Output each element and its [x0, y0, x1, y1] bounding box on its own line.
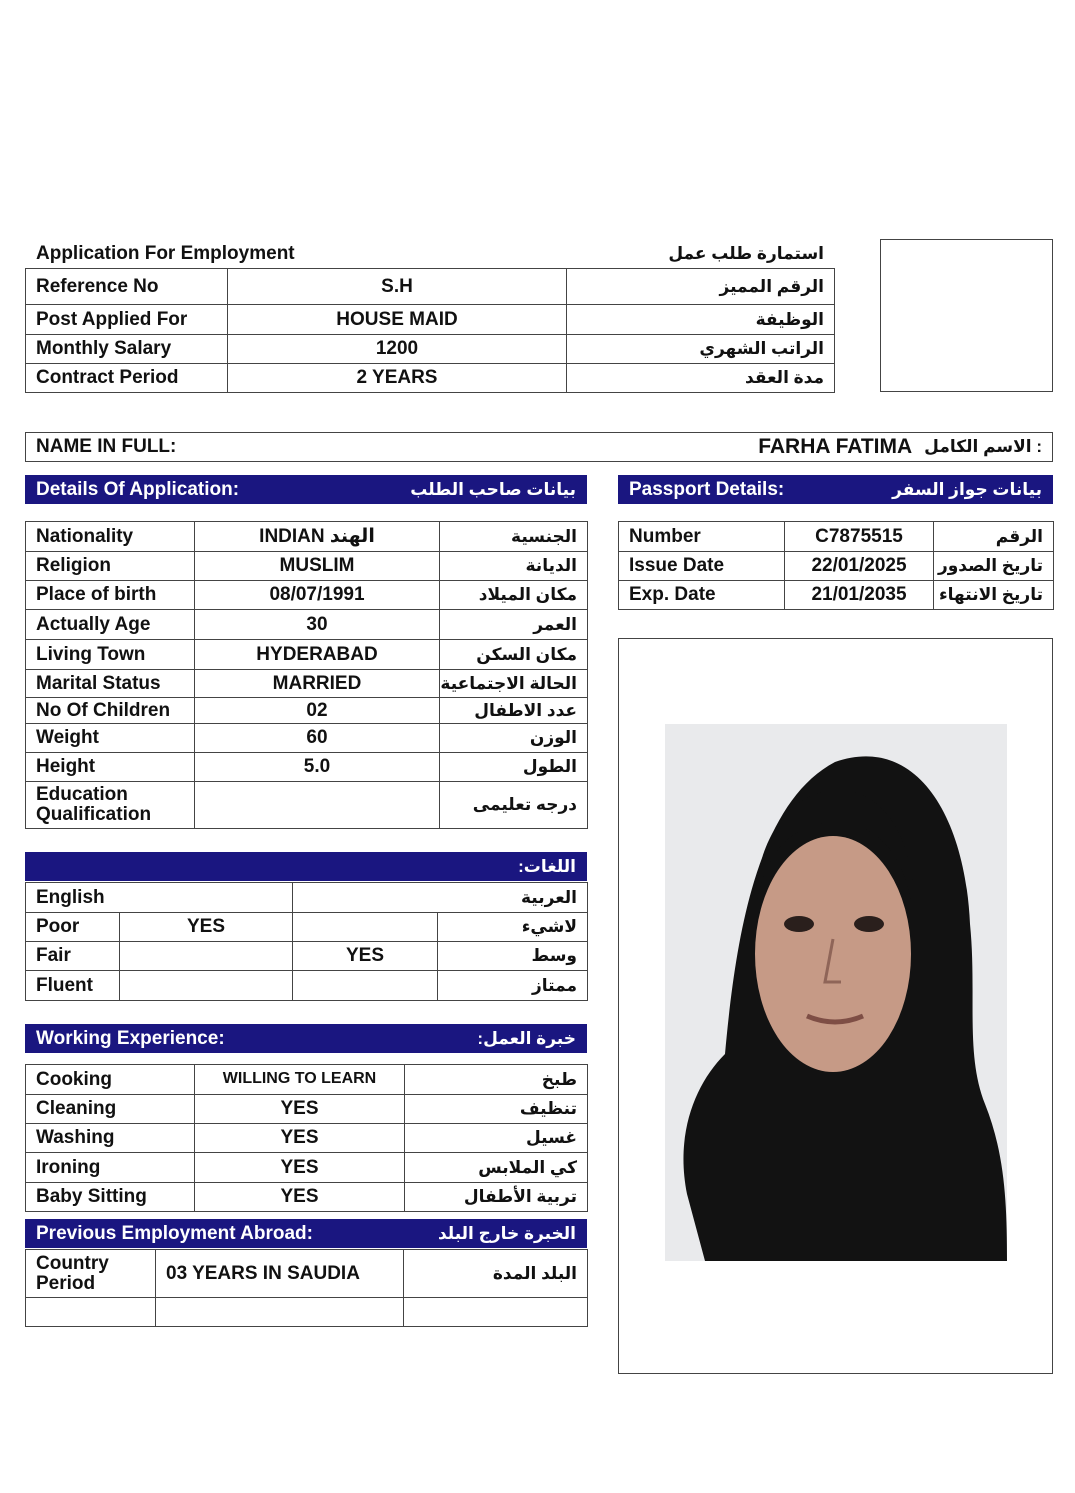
application-title-row — [26, 240, 834, 268]
header-label: Post Applied For — [26, 305, 228, 335]
details-label: Living Town — [26, 640, 195, 670]
passport-title-ar: بيانات جواز السفر — [892, 479, 1042, 499]
table-row — [26, 883, 588, 913]
details-label: No Of Children — [26, 698, 195, 724]
passport-label: Number — [619, 522, 785, 552]
experience-value: YES — [195, 1124, 405, 1153]
details-label: Nationality — [26, 522, 195, 552]
language-level: Poor — [26, 913, 120, 942]
header-table — [25, 268, 835, 393]
experience-label-ar: طبخ — [405, 1065, 588, 1095]
experience-table — [25, 1064, 588, 1212]
table-row — [26, 640, 588, 670]
experience-label: Cooking — [26, 1065, 195, 1095]
empty-cell — [26, 1298, 156, 1327]
details-label-ar: درجه تعليمى — [440, 782, 588, 829]
empty-cell — [404, 1298, 588, 1327]
language-level: Fluent — [26, 971, 120, 1001]
details-label: Place of birth — [26, 581, 195, 610]
table-row — [26, 1095, 588, 1124]
details-band — [25, 475, 587, 504]
details-label-ar: العمر — [440, 610, 588, 640]
header-label-ar: الراتب الشهري — [567, 335, 835, 364]
previous-label: Country Period — [26, 1250, 156, 1298]
table-row — [26, 364, 835, 393]
details-label-ar: الديانة — [440, 552, 588, 581]
table-row — [26, 269, 835, 305]
table-row — [26, 724, 588, 753]
full-name-label-ar: : الاسم الكامل — [924, 437, 1042, 456]
header-label: Reference No — [26, 269, 228, 305]
table-row — [619, 581, 1054, 610]
table-row — [26, 1183, 588, 1212]
passport-label: Issue Date — [619, 552, 785, 581]
table-row — [26, 305, 835, 335]
language-arabic-value — [293, 971, 438, 1001]
details-title-ar: بيانات صاحب الطلب — [410, 479, 576, 499]
experience-title-ar: خبرة العمل: — [477, 1028, 576, 1048]
details-value: 5.0 — [195, 753, 440, 782]
table-row — [26, 610, 588, 640]
experience-label-ar: غسيل — [405, 1124, 588, 1153]
languages-table — [25, 882, 588, 1001]
table-row — [26, 1153, 588, 1183]
table-row — [26, 971, 588, 1001]
header-label: Contract Period — [26, 364, 228, 393]
passport-label-ar: تاريخ الصدور — [934, 552, 1054, 581]
experience-title-en: Working Experience: — [36, 1027, 225, 1049]
passport-value: 21/01/2035 — [785, 581, 934, 610]
language-english-value — [120, 971, 293, 1001]
passport-title-en: Passport Details: — [629, 478, 785, 500]
details-label: Actually Age — [26, 610, 195, 640]
applicant-photo — [665, 724, 1007, 1261]
experience-label: Cleaning — [26, 1095, 195, 1124]
table-row — [26, 581, 588, 610]
details-value: MARRIED — [195, 670, 440, 698]
experience-label: Ironing — [26, 1153, 195, 1183]
header-value: 1200 — [228, 335, 567, 364]
details-label: Weight — [26, 724, 195, 753]
details-table — [25, 521, 588, 829]
experience-value: YES — [195, 1183, 405, 1212]
full-name-row — [25, 432, 1053, 462]
table-row — [26, 1298, 588, 1327]
details-value: HYDERABAD — [195, 640, 440, 670]
header-value: S.H — [228, 269, 567, 305]
details-value: 02 — [195, 698, 440, 724]
header-label-ar: الوظيفة — [567, 305, 835, 335]
full-name-label: NAME IN FULL: — [36, 436, 177, 457]
table-row — [26, 753, 588, 782]
language-level-ar: لاشيء — [438, 913, 588, 942]
details-label-ar: مكان الميلاد — [440, 581, 588, 610]
details-value: 30 — [195, 610, 440, 640]
person-portrait-icon — [665, 724, 1007, 1261]
table-row — [26, 552, 588, 581]
experience-value: YES — [195, 1095, 405, 1124]
details-label-ar: الحالة الاجتماعية — [440, 670, 588, 698]
table-row — [26, 913, 588, 942]
left-eye — [784, 916, 814, 932]
experience-value: YES — [195, 1153, 405, 1183]
header-value: HOUSE MAID — [228, 305, 567, 335]
table-row — [26, 1124, 588, 1153]
details-title-en: Details Of Application: — [36, 478, 240, 500]
header-label: Monthly Salary — [26, 335, 228, 364]
previous-label-ar: البلد المدة — [404, 1250, 588, 1298]
details-label-ar: الطول — [440, 753, 588, 782]
passport-table — [618, 521, 1054, 610]
language-level: Fair — [26, 942, 120, 971]
application-title-ar: استمارة طلب عمل — [668, 244, 824, 263]
languages-title-ar: اللغات: — [518, 856, 576, 876]
details-label-ar: عدد الاطفال — [440, 698, 588, 724]
full-name-right — [758, 435, 1042, 459]
table-row — [26, 1065, 588, 1095]
details-value: MUSLIM — [195, 552, 440, 581]
experience-label: Washing — [26, 1124, 195, 1153]
experience-label-ar: تنظيف — [405, 1095, 588, 1124]
details-value: 08/07/1991 — [195, 581, 440, 610]
details-value — [195, 782, 440, 829]
details-value: 60 — [195, 724, 440, 753]
passport-label: Exp. Date — [619, 581, 785, 610]
experience-label-ar: كي الملابس — [405, 1153, 588, 1183]
table-row — [26, 782, 588, 829]
header-value: 2 YEARS — [228, 364, 567, 393]
details-value: INDIAN الهند — [195, 522, 440, 552]
passport-value: 22/01/2025 — [785, 552, 934, 581]
application-title-en: Application For Employment — [36, 243, 295, 264]
details-label-ar: الوزن — [440, 724, 588, 753]
passport-value: C7875515 — [785, 522, 934, 552]
language-english-label: English — [26, 883, 293, 913]
experience-label-ar: تربية الأطفال — [405, 1183, 588, 1212]
previous-title-ar: الخبرة خارج البلد — [437, 1223, 576, 1243]
language-arabic-value: YES — [293, 942, 438, 971]
details-label: Height — [26, 753, 195, 782]
experience-value: WILLING TO LEARN — [195, 1065, 405, 1095]
language-english-value — [120, 942, 293, 971]
table-row — [26, 670, 588, 698]
empty-cell — [156, 1298, 404, 1327]
details-label-ar: الجنسية — [440, 522, 588, 552]
previous-title-en: Previous Employment Abroad: — [36, 1222, 313, 1244]
table-row — [26, 942, 588, 971]
passport-label-ar: تاريخ الانتهاء — [934, 581, 1054, 610]
language-level-ar: ممتاز — [438, 971, 588, 1001]
table-row — [26, 698, 588, 724]
table-row — [26, 522, 588, 552]
language-arabic-value — [293, 913, 438, 942]
table-row — [26, 1250, 588, 1298]
table-row — [26, 335, 835, 364]
details-label-ar: مكان السكن — [440, 640, 588, 670]
face-shape — [755, 836, 911, 1072]
previous-table — [25, 1249, 588, 1327]
header-label-ar: الرقم المميز — [567, 269, 835, 305]
header-label-ar: مدة العقد — [567, 364, 835, 393]
languages-band — [25, 852, 587, 881]
passport-band — [618, 475, 1053, 504]
language-level-ar: وسط — [438, 942, 588, 971]
applicant-photo-frame — [618, 638, 1053, 1374]
language-arabic-label: العربية — [293, 883, 588, 913]
experience-label: Baby Sitting — [26, 1183, 195, 1212]
details-label: Marital Status — [26, 670, 195, 698]
table-row — [619, 522, 1054, 552]
small-photo-box — [880, 239, 1053, 392]
details-label: Religion — [26, 552, 195, 581]
full-name-value: FARHA FATIMA — [758, 435, 913, 458]
table-row — [619, 552, 1054, 581]
previous-band — [25, 1219, 587, 1248]
passport-label-ar: الرقم — [934, 522, 1054, 552]
experience-band — [25, 1024, 587, 1053]
previous-value: 03 YEARS IN SAUDIA — [156, 1250, 404, 1298]
right-eye — [854, 916, 884, 932]
details-label: Education Qualification — [26, 782, 195, 829]
language-english-value: YES — [120, 913, 293, 942]
